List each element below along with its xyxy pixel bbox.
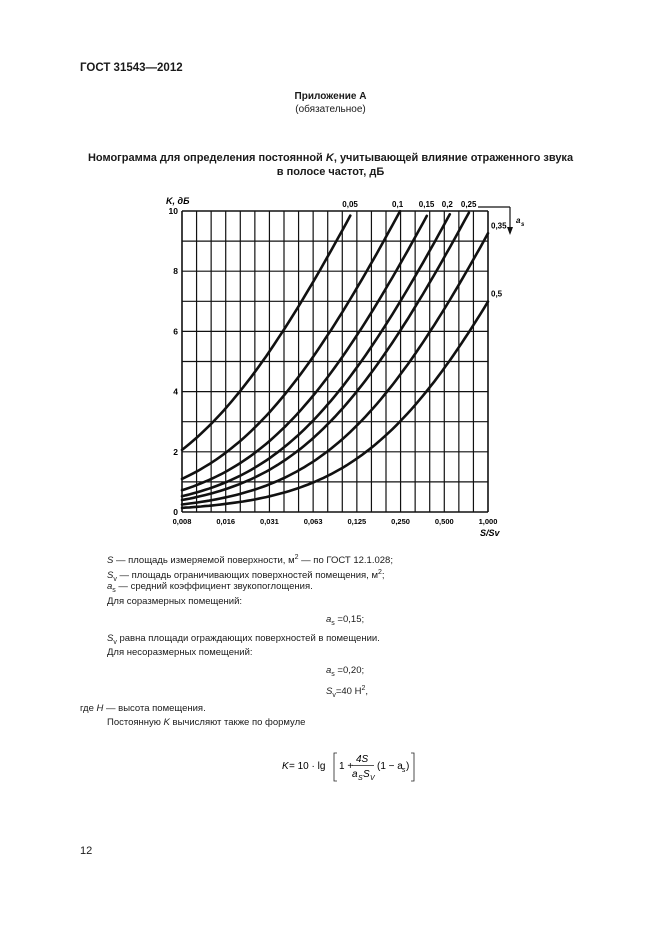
legend-s-var: S — [107, 555, 114, 567]
y-tick-label: 2 — [173, 446, 178, 457]
curve-label: 0,2 — [441, 200, 453, 209]
x-tick-label: 0,008 — [172, 517, 192, 526]
eq2-sub: s — [331, 670, 335, 678]
curve-0,1 — [182, 211, 400, 479]
x-tick-label: 0,031 — [260, 517, 279, 526]
legend-s — [107, 552, 393, 567]
y-tick-label: 4 — [173, 386, 178, 397]
chart-curves — [182, 211, 488, 508]
sv-rule-body: равна площади ограждающих поверхностей в помещении. — [116, 633, 380, 644]
legend-as-var: a — [107, 581, 113, 592]
figure-title — [0, 151, 661, 179]
legend-as-text: — средний коэффициент звукопоглощения. — [115, 581, 313, 592]
also-text: Постоянную — [107, 717, 164, 728]
legend-sv-sup: 2 — [378, 569, 382, 576]
also-var: K — [163, 717, 170, 728]
k-formula-svg — [282, 747, 422, 787]
curve-label: 0,05 — [342, 200, 358, 209]
formula-den2: S — [363, 769, 370, 780]
param-arrow-head — [507, 227, 513, 235]
y-axis-label: K, дБ — [166, 196, 190, 206]
eq3-tail: , — [365, 686, 369, 698]
eq2-var: a — [326, 665, 332, 676]
x-tick-label: 0,016 — [216, 517, 236, 526]
eq3-sub: v — [332, 692, 336, 700]
where-text: где — [80, 703, 97, 714]
y-tick-label: 6 — [173, 326, 178, 337]
nonprop-rooms-text: Для несоразмерных помещений: — [107, 647, 253, 658]
also-formula-text — [107, 717, 305, 729]
curve-label: 0,5 — [491, 289, 503, 299]
legend-sv-var: S — [107, 570, 114, 582]
legend-s-text: — площадь измеряемой поверхности, м — [113, 555, 295, 567]
legend-sv-sub: v — [113, 576, 117, 584]
page-number: 12 — [80, 845, 93, 857]
param-label: a — [516, 216, 521, 225]
k-formula — [282, 747, 422, 790]
eq1-sub: s — [331, 619, 335, 627]
figure-title-part1: Номограмма для определения постоянной — [87, 152, 326, 164]
legend-s-tail: — по ГОСТ 12.1.028; — [298, 555, 393, 567]
param-label-sub: s — [521, 222, 525, 228]
formula-factor-end: ) — [406, 761, 410, 772]
eq1-val: =0,15; — [334, 614, 365, 625]
equation-as-prop — [326, 614, 364, 630]
eq3-val: =40 H — [335, 686, 362, 698]
where-tail: — высота помещения. — [103, 703, 206, 714]
formula-bracket-right — [411, 753, 414, 781]
x-tick-label: 0,125 — [347, 517, 367, 526]
also-tail: вычисляют также по формуле — [169, 717, 306, 728]
formula-num: 4S — [356, 754, 369, 765]
equation-sv — [326, 683, 368, 702]
annex-subtitle: (обязательное) — [295, 104, 366, 115]
nomogram-chart — [150, 188, 530, 548]
x-tick-label: 0,500 — [434, 517, 454, 526]
formula-den2-sub: V — [370, 775, 375, 782]
x-tick-label: 1,000 — [478, 517, 498, 526]
sv-rule-var: S — [107, 633, 114, 644]
legend-sv-text: — площадь ограничивающих поверхностей помещения, м — [116, 570, 378, 582]
formula-den: a — [352, 769, 358, 780]
legend-sv-tail: ; — [381, 570, 385, 582]
eq1-var: a — [326, 614, 332, 625]
legend-s-sup: 2 — [294, 554, 299, 561]
x-axis-label: S/Sv — [480, 528, 500, 538]
legend-as-sub: s — [112, 586, 116, 594]
annex-title: Приложение А — [294, 91, 367, 102]
y-tick-label: 8 — [173, 266, 178, 277]
curve-label: 0,15 — [418, 200, 435, 209]
curve-0,15 — [182, 216, 427, 490]
chart-grid — [182, 211, 488, 512]
figure-title-part2: , учитывающей влияние отраженного звука — [333, 152, 574, 164]
curve-label: 0,1 — [392, 200, 404, 209]
chart-labels — [169, 200, 525, 526]
formula-eq: = 10 · lg — [289, 761, 326, 772]
where-h-text — [80, 703, 206, 715]
figure-title-var: K — [325, 152, 334, 164]
formula-one: 1 + — [339, 761, 354, 772]
formula-factor-sub: s — [402, 767, 406, 774]
prop-rooms-text: Для соразмерных помещений: — [107, 596, 243, 607]
legend-as — [107, 581, 313, 597]
formula-factor: (1 − a — [377, 761, 403, 772]
curve-label: 0,35 — [491, 221, 507, 231]
formula-lhs: K — [282, 761, 289, 772]
y-tick-label: 10 — [168, 206, 178, 216]
x-tick-label: 0,063 — [303, 517, 323, 526]
x-tick-label: 0,250 — [391, 517, 410, 526]
sv-rule-sub: v — [113, 638, 117, 646]
curve-label: 0,25 — [460, 200, 477, 209]
where-var: H — [96, 703, 104, 714]
document-code: ГОСТ 31543—2012 — [80, 62, 183, 74]
figure-title-line2: в полосе частот, дБ — [276, 166, 385, 178]
eq3-sup: 2 — [361, 685, 366, 692]
y-tick-label: 0 — [173, 507, 178, 517]
formula-den-sub: S — [358, 775, 363, 782]
equation-as-nonprop — [326, 665, 364, 681]
eq2-val: =0,20; — [334, 665, 365, 676]
formula-bracket-left — [334, 753, 337, 781]
eq3-var: S — [326, 686, 333, 698]
